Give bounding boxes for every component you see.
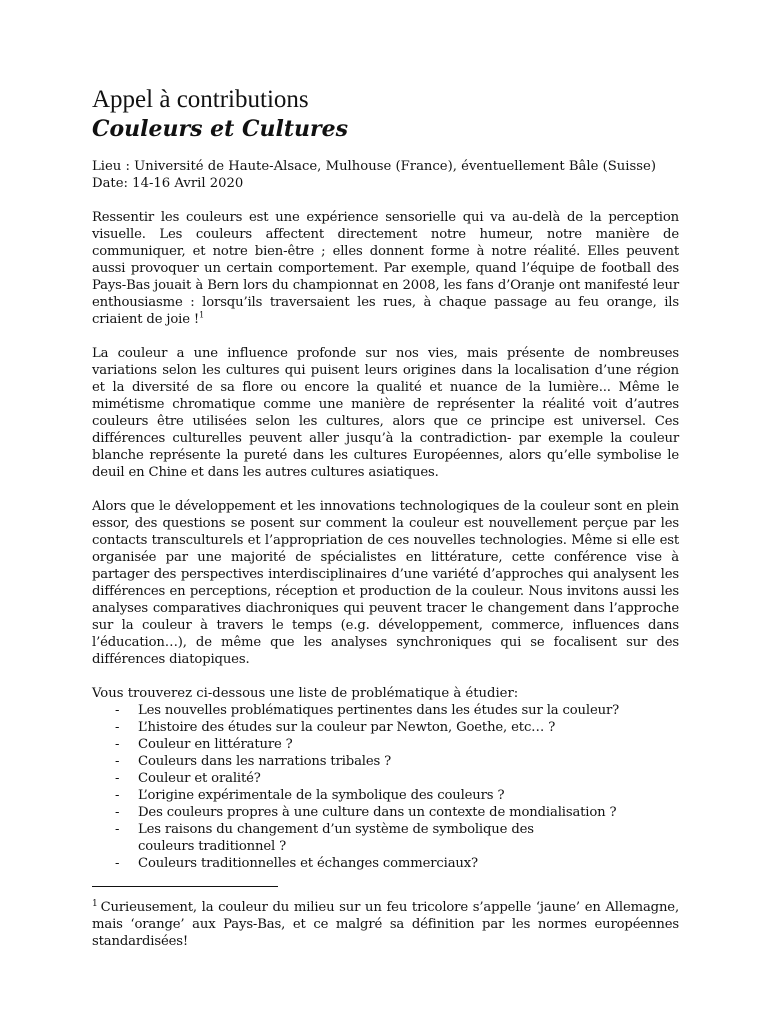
paragraph-intro-text: Ressentir les couleurs est une expérience sensorielle qui va au-delà de la perception visuelle. Les couleurs affectent directement notre humeur, notre manière de communiquer, et notre bien-être ; elles donnent forme à notre réalité. Elles peuvent aussi provoquer un certain comportement. Par exemple, quand l’équipe de football des Pays-Bas jouait à Bern lors du championnat en 2008, les fans d’Oranje ont manifesté leur enthousiasme : lorsqu’ils traversaient les rues, à chaque passage au feu orange, ils criaient de joie ! (92, 210, 679, 327)
list-item: - Couleurs traditionnelles et échanges commerciaux? (115, 856, 478, 871)
list-item: - Couleur et oralité? (115, 771, 261, 786)
list-bullet: - (115, 737, 120, 752)
list-item: - Couleur en littérature ? (115, 737, 293, 752)
list-bullet: - (115, 771, 120, 786)
event-meta (92, 158, 679, 192)
list-bullet: - (115, 856, 120, 871)
list-item: - L’origine expérimentale de la symbolique des couleurs ? (115, 788, 505, 803)
list-item: - L’histoire des études sur la couleur par Newton, Goethe, etc… ? (115, 720, 556, 735)
page-title: Appel à contributions (92, 86, 309, 113)
event-date: Date: 14-16 Avril 2020 (92, 176, 244, 191)
footnote-mark: 1 (92, 898, 98, 909)
list-bullet: - (115, 805, 120, 820)
document-page (92, 86, 679, 950)
footnote-divider (92, 886, 278, 887)
paragraph-influence: La couleur a une influence profonde sur nos vies, mais présente de nombreuses variations selon les cultures qui puisent leurs origines dans la localisation d’une région et la diversité de sa flore ou encore la qualité et nuance de la lumière... Même le mimétisme chromatique comme une manière de représenter la réalité voit d’autres couleurs être utilisées selon les cultures, alors que ce principe est universel. Ces différences culturelles peuvent aller jusqu’à la contradiction- par exemple la couleur blanche représente la pureté dans les cultures Européennes, alors qu’elle symbolise le deuil en Chine et dans les autres cultures asiatiques. (92, 346, 679, 480)
footnote-reference[interactable]: 1 (199, 310, 205, 320)
paragraph-intro (92, 209, 679, 328)
page-subtitle: Couleurs et Cultures (92, 116, 348, 142)
list-item: - Couleurs dans les narrations tribales ? (115, 754, 392, 769)
list-item: - Les nouvelles problématiques pertinentes dans les études sur la couleur? (115, 703, 620, 718)
topics-list (92, 702, 679, 872)
topics-intro: Vous trouverez ci-dessous une liste de problématique à étudier: (92, 686, 519, 701)
footnote (92, 899, 679, 950)
footnote-text: Curieusement, la couleur du milieu sur un feu tricolore s’appelle ‘jaune’ en Allemagne, mais ‘orange’ aux Pays-Bas, et ce malgré sa définition par les normes européennes standardisées! (92, 900, 679, 949)
list-item: - Les raisons du changement d’un système de symbolique des couleurs traditionnel ? (115, 822, 534, 854)
paragraph-technology: Alors que le développement et les innovations technologiques de la couleur sont en plein essor, des questions se posent sur comment la couleur est nouvellement perçue par les contacts transculturels et l’appropriation de ces nouvelles technologies. Même si elle est organisée par une majorité de spécialistes en littérature, cette conférence vise à partager des perspectives interdisciplinaires d’une variété d’approches qui analysent les différences en perceptions, réception et production de la couleur. Nous invitons aussi les analyses comparatives diachroniques qui peuvent tracer le changement dans l’approche sur la couleur à travers le temps (e.g. développement, commerce, influences dans l’éducation…), de même que les analyses synchroniques qui se focalisent sur des différences diatopiques. (92, 499, 679, 667)
list-bullet: - (115, 788, 120, 803)
list-item: - Des couleurs propres à une culture dans un contexte de mondialisation ? (115, 805, 617, 820)
list-bullet: - (115, 754, 120, 769)
list-bullet: - (115, 822, 120, 837)
list-bullet: - (115, 703, 120, 718)
event-location: Lieu : Université de Haute-Alsace, Mulhouse (France), éventuellement Bâle (Suisse) (92, 159, 656, 174)
list-bullet: - (115, 720, 120, 735)
